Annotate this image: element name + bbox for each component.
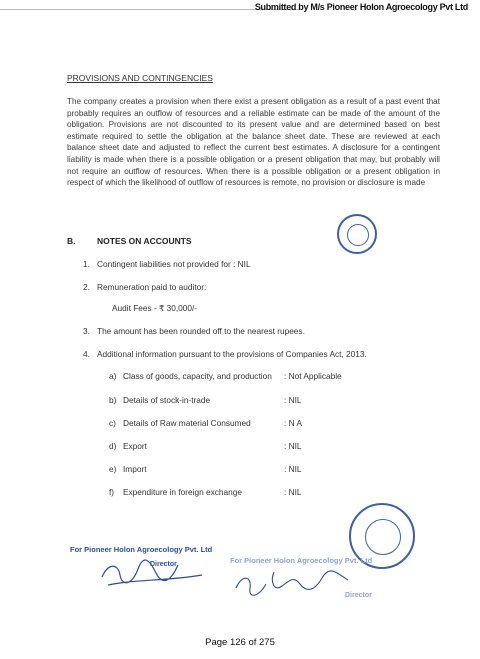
note-number: 1.	[83, 259, 90, 269]
row-label: f)	[109, 487, 115, 497]
row-label: b)	[109, 395, 117, 405]
note-item	[83, 282, 206, 292]
note-text: The amount has been rounded off to the nearest rupees.	[97, 326, 305, 336]
right-signature-company: For Pioneer Holon Agroecology Pvt. Ltd	[230, 556, 373, 565]
additional-info-row	[109, 441, 302, 451]
handwritten-signature-right	[230, 562, 360, 598]
note-item	[83, 326, 305, 336]
note-text: Additional information pursuant to the provisions of Companies Act, 2013.	[97, 349, 367, 359]
row-value: : N A	[284, 418, 302, 428]
row-text: Expenditure in foreign exchange	[123, 487, 243, 497]
note-number: 4.	[83, 349, 90, 359]
additional-info-row	[109, 371, 342, 381]
right-signature-block	[230, 556, 390, 599]
notes-letter: B.	[67, 236, 76, 246]
row-text: Export	[123, 441, 147, 451]
right-signature-role: Director	[345, 592, 372, 599]
row-text: Details of stock-in-trade	[123, 395, 211, 405]
row-label: c)	[109, 418, 116, 428]
provisions-paragraph: The company creates a provision when there exist a present obligation as a result of a past event that probably requires an outflow of resources and a reliable estimate can be made of the amount of the obligation. Provisions are not discounted to its present value and are determined based on best estimate required to settle the obligation at the balance sheet date. These are reviewed at each balance sheet date and adjusted to reflect the current best estimates. A disclosure for a contingent liability is made when there is a possible obligation or a present obligation that may, but probably will not require an outflow of resources. When there is a possible obligation or a present obligation in respect of which the likelihood of outflow of resources is remote, no provision or disclosure is made	[67, 97, 440, 188]
note-number: 2.	[83, 282, 90, 292]
row-value: : NIL	[284, 441, 302, 451]
left-signature-company: For Pioneer Holon Agroecology Pvt. Ltd	[70, 545, 213, 554]
additional-info-row	[109, 395, 302, 405]
additional-info-row	[109, 418, 302, 428]
audit-fees-line: Audit Fees - ₹ 30,000/-	[112, 303, 198, 313]
note-item	[83, 349, 367, 359]
row-value: : NIL	[284, 395, 302, 405]
row-text: Class of goods, capacity, and production	[123, 371, 272, 381]
row-value: : NIL	[284, 487, 302, 497]
row-label: e)	[109, 464, 117, 474]
seal-inner-ring	[365, 519, 402, 556]
provisions-title: PROVISIONS AND CONTINGENCIES	[67, 73, 213, 83]
note-text: Contingent liabilities not provided for : NIL	[97, 259, 251, 269]
note-item	[83, 259, 251, 269]
left-signature-block	[70, 545, 220, 568]
page-number-footer: Page 126 of 275	[205, 637, 275, 648]
submitted-by-header: Submitted by M/s Pioneer Holon Agroecology Pvt Ltd	[254, 2, 468, 12]
additional-info-row	[109, 487, 302, 497]
row-value: : NIL	[284, 464, 302, 474]
left-signature-role: Director	[150, 561, 177, 568]
row-text: Details of Raw material Consumed	[123, 418, 251, 428]
row-value: : Not Applicable	[284, 371, 342, 381]
seal-inner-ring	[347, 224, 369, 246]
company-seal-stamp	[337, 214, 377, 254]
additional-info-row	[109, 464, 302, 474]
row-text: Import	[123, 464, 147, 474]
note-text: Remuneration paid to auditor:	[97, 282, 207, 292]
note-number: 3.	[83, 326, 90, 336]
row-label: a)	[109, 371, 117, 381]
notes-heading	[67, 236, 192, 246]
row-label: d)	[109, 441, 117, 451]
notes-title: NOTES ON ACCOUNTS	[97, 236, 192, 246]
